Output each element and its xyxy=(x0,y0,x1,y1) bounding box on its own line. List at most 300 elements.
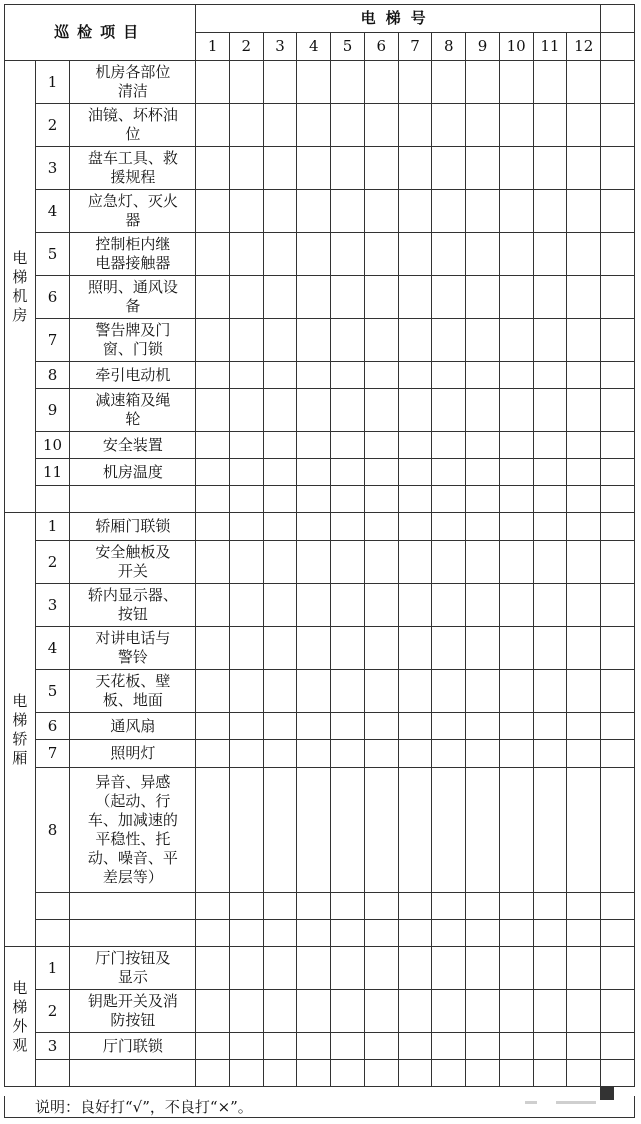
check-cell[interactable] xyxy=(567,893,601,920)
check-cell[interactable] xyxy=(364,61,398,104)
extra-cell[interactable] xyxy=(601,768,635,893)
check-cell[interactable] xyxy=(398,104,432,147)
check-cell[interactable] xyxy=(533,513,567,541)
check-cell[interactable] xyxy=(196,947,230,990)
check-cell[interactable] xyxy=(229,920,263,947)
check-cell[interactable] xyxy=(398,670,432,713)
extra-cell[interactable] xyxy=(601,893,635,920)
check-cell[interactable] xyxy=(466,990,500,1033)
check-cell[interactable] xyxy=(196,893,230,920)
check-cell[interactable] xyxy=(263,276,297,319)
check-cell[interactable] xyxy=(297,920,331,947)
check-cell[interactable] xyxy=(432,276,466,319)
check-cell[interactable] xyxy=(499,627,533,670)
check-cell[interactable] xyxy=(263,584,297,627)
check-cell[interactable] xyxy=(432,1033,466,1060)
check-cell[interactable] xyxy=(331,432,365,459)
check-cell[interactable] xyxy=(567,319,601,362)
check-cell[interactable] xyxy=(196,1033,230,1060)
check-cell[interactable] xyxy=(263,990,297,1033)
check-cell[interactable] xyxy=(499,920,533,947)
check-cell[interactable] xyxy=(364,627,398,670)
check-cell[interactable] xyxy=(196,319,230,362)
check-cell[interactable] xyxy=(533,713,567,740)
check-cell[interactable] xyxy=(263,627,297,670)
check-cell[interactable] xyxy=(297,1060,331,1087)
check-cell[interactable] xyxy=(331,459,365,486)
check-cell[interactable] xyxy=(466,459,500,486)
check-cell[interactable] xyxy=(229,61,263,104)
check-cell[interactable] xyxy=(398,61,432,104)
check-cell[interactable] xyxy=(364,768,398,893)
check-cell[interactable] xyxy=(331,190,365,233)
check-cell[interactable] xyxy=(297,1033,331,1060)
check-cell[interactable] xyxy=(466,276,500,319)
check-cell[interactable] xyxy=(432,740,466,768)
check-cell[interactable] xyxy=(229,541,263,584)
check-cell[interactable] xyxy=(466,513,500,541)
check-cell[interactable] xyxy=(398,362,432,389)
extra-cell[interactable] xyxy=(601,147,635,190)
check-cell[interactable] xyxy=(567,513,601,541)
check-cell[interactable] xyxy=(263,147,297,190)
check-cell[interactable] xyxy=(398,627,432,670)
extra-cell[interactable] xyxy=(601,233,635,276)
check-cell[interactable] xyxy=(533,362,567,389)
check-cell[interactable] xyxy=(263,486,297,513)
check-cell[interactable] xyxy=(432,432,466,459)
check-cell[interactable] xyxy=(196,459,230,486)
check-cell[interactable] xyxy=(533,389,567,432)
check-cell[interactable] xyxy=(331,61,365,104)
check-cell[interactable] xyxy=(263,319,297,362)
check-cell[interactable] xyxy=(196,104,230,147)
check-cell[interactable] xyxy=(533,1060,567,1087)
check-cell[interactable] xyxy=(229,740,263,768)
check-cell[interactable] xyxy=(567,584,601,627)
check-cell[interactable] xyxy=(364,432,398,459)
check-cell[interactable] xyxy=(499,362,533,389)
check-cell[interactable] xyxy=(263,61,297,104)
check-cell[interactable] xyxy=(499,947,533,990)
check-cell[interactable] xyxy=(466,627,500,670)
check-cell[interactable] xyxy=(229,319,263,362)
check-cell[interactable] xyxy=(499,233,533,276)
check-cell[interactable] xyxy=(297,947,331,990)
check-cell[interactable] xyxy=(499,584,533,627)
check-cell[interactable] xyxy=(398,990,432,1033)
check-cell[interactable] xyxy=(533,61,567,104)
check-cell[interactable] xyxy=(533,920,567,947)
check-cell[interactable] xyxy=(229,1033,263,1060)
check-cell[interactable] xyxy=(297,584,331,627)
check-cell[interactable] xyxy=(533,740,567,768)
check-cell[interactable] xyxy=(533,190,567,233)
check-cell[interactable] xyxy=(331,104,365,147)
check-cell[interactable] xyxy=(499,104,533,147)
check-cell[interactable] xyxy=(229,1060,263,1087)
check-cell[interactable] xyxy=(432,104,466,147)
check-cell[interactable] xyxy=(229,947,263,990)
check-cell[interactable] xyxy=(364,233,398,276)
check-cell[interactable] xyxy=(229,389,263,432)
check-cell[interactable] xyxy=(466,1033,500,1060)
check-cell[interactable] xyxy=(398,893,432,920)
check-cell[interactable] xyxy=(398,947,432,990)
check-cell[interactable] xyxy=(432,513,466,541)
check-cell[interactable] xyxy=(567,627,601,670)
check-cell[interactable] xyxy=(567,459,601,486)
check-cell[interactable] xyxy=(432,190,466,233)
check-cell[interactable] xyxy=(364,1033,398,1060)
check-cell[interactable] xyxy=(567,990,601,1033)
check-cell[interactable] xyxy=(398,740,432,768)
check-cell[interactable] xyxy=(263,713,297,740)
check-cell[interactable] xyxy=(229,104,263,147)
check-cell[interactable] xyxy=(432,768,466,893)
check-cell[interactable] xyxy=(466,233,500,276)
check-cell[interactable] xyxy=(533,627,567,670)
check-cell[interactable] xyxy=(499,190,533,233)
check-cell[interactable] xyxy=(466,362,500,389)
check-cell[interactable] xyxy=(499,389,533,432)
extra-cell[interactable] xyxy=(601,432,635,459)
check-cell[interactable] xyxy=(432,920,466,947)
check-cell[interactable] xyxy=(567,713,601,740)
check-cell[interactable] xyxy=(567,1033,601,1060)
check-cell[interactable] xyxy=(364,670,398,713)
check-cell[interactable] xyxy=(398,389,432,432)
check-cell[interactable] xyxy=(567,147,601,190)
check-cell[interactable] xyxy=(432,486,466,513)
check-cell[interactable] xyxy=(567,104,601,147)
check-cell[interactable] xyxy=(364,389,398,432)
check-cell[interactable] xyxy=(432,541,466,584)
check-cell[interactable] xyxy=(398,920,432,947)
check-cell[interactable] xyxy=(398,190,432,233)
extra-cell[interactable] xyxy=(601,947,635,990)
check-cell[interactable] xyxy=(499,713,533,740)
check-cell[interactable] xyxy=(263,920,297,947)
check-cell[interactable] xyxy=(364,920,398,947)
check-cell[interactable] xyxy=(331,513,365,541)
check-cell[interactable] xyxy=(567,541,601,584)
check-cell[interactable] xyxy=(364,276,398,319)
check-cell[interactable] xyxy=(196,1060,230,1087)
check-cell[interactable] xyxy=(567,432,601,459)
check-cell[interactable] xyxy=(364,713,398,740)
check-cell[interactable] xyxy=(297,768,331,893)
check-cell[interactable] xyxy=(466,147,500,190)
check-cell[interactable] xyxy=(196,768,230,893)
check-cell[interactable] xyxy=(398,541,432,584)
check-cell[interactable] xyxy=(297,541,331,584)
check-cell[interactable] xyxy=(499,319,533,362)
check-cell[interactable] xyxy=(466,584,500,627)
check-cell[interactable] xyxy=(432,61,466,104)
check-cell[interactable] xyxy=(297,147,331,190)
extra-cell[interactable] xyxy=(601,276,635,319)
check-cell[interactable] xyxy=(229,486,263,513)
check-cell[interactable] xyxy=(364,541,398,584)
check-cell[interactable] xyxy=(263,513,297,541)
check-cell[interactable] xyxy=(297,104,331,147)
check-cell[interactable] xyxy=(297,362,331,389)
check-cell[interactable] xyxy=(364,104,398,147)
extra-cell[interactable] xyxy=(601,513,635,541)
check-cell[interactable] xyxy=(297,486,331,513)
check-cell[interactable] xyxy=(432,459,466,486)
check-cell[interactable] xyxy=(466,104,500,147)
check-cell[interactable] xyxy=(533,990,567,1033)
check-cell[interactable] xyxy=(229,362,263,389)
check-cell[interactable] xyxy=(229,670,263,713)
extra-cell[interactable] xyxy=(601,541,635,584)
check-cell[interactable] xyxy=(364,362,398,389)
check-cell[interactable] xyxy=(196,990,230,1033)
check-cell[interactable] xyxy=(196,584,230,627)
extra-cell[interactable] xyxy=(601,670,635,713)
extra-cell[interactable] xyxy=(601,104,635,147)
check-cell[interactable] xyxy=(567,61,601,104)
check-cell[interactable] xyxy=(196,713,230,740)
check-cell[interactable] xyxy=(567,920,601,947)
check-cell[interactable] xyxy=(229,276,263,319)
check-cell[interactable] xyxy=(398,459,432,486)
check-cell[interactable] xyxy=(466,670,500,713)
check-cell[interactable] xyxy=(331,486,365,513)
check-cell[interactable] xyxy=(533,147,567,190)
check-cell[interactable] xyxy=(263,233,297,276)
check-cell[interactable] xyxy=(297,233,331,276)
check-cell[interactable] xyxy=(196,541,230,584)
check-cell[interactable] xyxy=(533,233,567,276)
extra-cell[interactable] xyxy=(601,920,635,947)
check-cell[interactable] xyxy=(432,947,466,990)
check-cell[interactable] xyxy=(499,1033,533,1060)
check-cell[interactable] xyxy=(263,432,297,459)
check-cell[interactable] xyxy=(229,147,263,190)
check-cell[interactable] xyxy=(263,389,297,432)
check-cell[interactable] xyxy=(263,541,297,584)
check-cell[interactable] xyxy=(196,276,230,319)
check-cell[interactable] xyxy=(297,670,331,713)
check-cell[interactable] xyxy=(567,276,601,319)
check-cell[interactable] xyxy=(297,432,331,459)
check-cell[interactable] xyxy=(533,541,567,584)
check-cell[interactable] xyxy=(331,713,365,740)
check-cell[interactable] xyxy=(533,893,567,920)
check-cell[interactable] xyxy=(398,1033,432,1060)
check-cell[interactable] xyxy=(364,740,398,768)
check-cell[interactable] xyxy=(466,740,500,768)
check-cell[interactable] xyxy=(466,61,500,104)
check-cell[interactable] xyxy=(229,893,263,920)
check-cell[interactable] xyxy=(331,768,365,893)
check-cell[interactable] xyxy=(297,740,331,768)
check-cell[interactable] xyxy=(499,513,533,541)
check-cell[interactable] xyxy=(533,104,567,147)
extra-cell[interactable] xyxy=(601,740,635,768)
check-cell[interactable] xyxy=(567,389,601,432)
check-cell[interactable] xyxy=(432,584,466,627)
check-cell[interactable] xyxy=(331,362,365,389)
extra-cell[interactable] xyxy=(601,1033,635,1060)
check-cell[interactable] xyxy=(229,459,263,486)
check-cell[interactable] xyxy=(466,713,500,740)
check-cell[interactable] xyxy=(196,432,230,459)
check-cell[interactable] xyxy=(263,104,297,147)
check-cell[interactable] xyxy=(331,233,365,276)
check-cell[interactable] xyxy=(466,893,500,920)
check-cell[interactable] xyxy=(229,513,263,541)
check-cell[interactable] xyxy=(533,486,567,513)
check-cell[interactable] xyxy=(432,1060,466,1087)
check-cell[interactable] xyxy=(229,233,263,276)
check-cell[interactable] xyxy=(229,768,263,893)
check-cell[interactable] xyxy=(331,670,365,713)
check-cell[interactable] xyxy=(432,893,466,920)
check-cell[interactable] xyxy=(466,432,500,459)
check-cell[interactable] xyxy=(364,486,398,513)
check-cell[interactable] xyxy=(398,233,432,276)
check-cell[interactable] xyxy=(432,362,466,389)
check-cell[interactable] xyxy=(229,190,263,233)
extra-cell[interactable] xyxy=(601,486,635,513)
check-cell[interactable] xyxy=(196,670,230,713)
check-cell[interactable] xyxy=(398,432,432,459)
check-cell[interactable] xyxy=(398,713,432,740)
check-cell[interactable] xyxy=(499,1060,533,1087)
check-cell[interactable] xyxy=(263,893,297,920)
check-cell[interactable] xyxy=(331,389,365,432)
extra-cell[interactable] xyxy=(601,190,635,233)
check-cell[interactable] xyxy=(297,459,331,486)
check-cell[interactable] xyxy=(466,947,500,990)
check-cell[interactable] xyxy=(533,670,567,713)
check-cell[interactable] xyxy=(331,276,365,319)
check-cell[interactable] xyxy=(533,1033,567,1060)
extra-cell[interactable] xyxy=(601,584,635,627)
check-cell[interactable] xyxy=(398,513,432,541)
check-cell[interactable] xyxy=(567,947,601,990)
check-cell[interactable] xyxy=(229,713,263,740)
check-cell[interactable] xyxy=(331,1033,365,1060)
check-cell[interactable] xyxy=(196,61,230,104)
check-cell[interactable] xyxy=(364,513,398,541)
check-cell[interactable] xyxy=(499,147,533,190)
check-cell[interactable] xyxy=(263,1033,297,1060)
check-cell[interactable] xyxy=(364,190,398,233)
check-cell[interactable] xyxy=(398,486,432,513)
check-cell[interactable] xyxy=(331,584,365,627)
extra-cell[interactable] xyxy=(601,990,635,1033)
check-cell[interactable] xyxy=(567,670,601,713)
check-cell[interactable] xyxy=(196,486,230,513)
check-cell[interactable] xyxy=(364,319,398,362)
check-cell[interactable] xyxy=(499,541,533,584)
check-cell[interactable] xyxy=(432,670,466,713)
check-cell[interactable] xyxy=(263,459,297,486)
check-cell[interactable] xyxy=(432,627,466,670)
check-cell[interactable] xyxy=(297,990,331,1033)
check-cell[interactable] xyxy=(331,990,365,1033)
check-cell[interactable] xyxy=(499,276,533,319)
check-cell[interactable] xyxy=(567,362,601,389)
check-cell[interactable] xyxy=(364,990,398,1033)
check-cell[interactable] xyxy=(533,459,567,486)
check-cell[interactable] xyxy=(466,190,500,233)
check-cell[interactable] xyxy=(263,362,297,389)
check-cell[interactable] xyxy=(567,768,601,893)
check-cell[interactable] xyxy=(297,319,331,362)
check-cell[interactable] xyxy=(263,740,297,768)
check-cell[interactable] xyxy=(364,893,398,920)
check-cell[interactable] xyxy=(297,893,331,920)
check-cell[interactable] xyxy=(196,627,230,670)
extra-cell[interactable] xyxy=(601,389,635,432)
extra-cell[interactable] xyxy=(601,1060,635,1087)
check-cell[interactable] xyxy=(331,1060,365,1087)
check-cell[interactable] xyxy=(331,319,365,362)
check-cell[interactable] xyxy=(196,513,230,541)
check-cell[interactable] xyxy=(432,713,466,740)
check-cell[interactable] xyxy=(466,389,500,432)
check-cell[interactable] xyxy=(297,627,331,670)
check-cell[interactable] xyxy=(466,541,500,584)
check-cell[interactable] xyxy=(364,1060,398,1087)
check-cell[interactable] xyxy=(567,740,601,768)
extra-cell[interactable] xyxy=(601,713,635,740)
check-cell[interactable] xyxy=(297,513,331,541)
check-cell[interactable] xyxy=(229,990,263,1033)
check-cell[interactable] xyxy=(229,432,263,459)
check-cell[interactable] xyxy=(263,670,297,713)
check-cell[interactable] xyxy=(196,389,230,432)
check-cell[interactable] xyxy=(297,276,331,319)
check-cell[interactable] xyxy=(499,990,533,1033)
check-cell[interactable] xyxy=(297,713,331,740)
check-cell[interactable] xyxy=(533,584,567,627)
check-cell[interactable] xyxy=(567,486,601,513)
check-cell[interactable] xyxy=(196,233,230,276)
check-cell[interactable] xyxy=(331,627,365,670)
check-cell[interactable] xyxy=(263,1060,297,1087)
check-cell[interactable] xyxy=(499,740,533,768)
check-cell[interactable] xyxy=(499,768,533,893)
check-cell[interactable] xyxy=(364,947,398,990)
check-cell[interactable] xyxy=(297,61,331,104)
check-cell[interactable] xyxy=(499,432,533,459)
check-cell[interactable] xyxy=(432,319,466,362)
check-cell[interactable] xyxy=(331,920,365,947)
check-cell[interactable] xyxy=(567,190,601,233)
check-cell[interactable] xyxy=(196,147,230,190)
check-cell[interactable] xyxy=(196,362,230,389)
check-cell[interactable] xyxy=(229,627,263,670)
check-cell[interactable] xyxy=(263,947,297,990)
check-cell[interactable] xyxy=(331,541,365,584)
check-cell[interactable] xyxy=(364,147,398,190)
check-cell[interactable] xyxy=(331,893,365,920)
check-cell[interactable] xyxy=(196,920,230,947)
check-cell[interactable] xyxy=(432,233,466,276)
check-cell[interactable] xyxy=(297,389,331,432)
check-cell[interactable] xyxy=(196,190,230,233)
check-cell[interactable] xyxy=(331,947,365,990)
check-cell[interactable] xyxy=(331,147,365,190)
extra-cell[interactable] xyxy=(601,459,635,486)
